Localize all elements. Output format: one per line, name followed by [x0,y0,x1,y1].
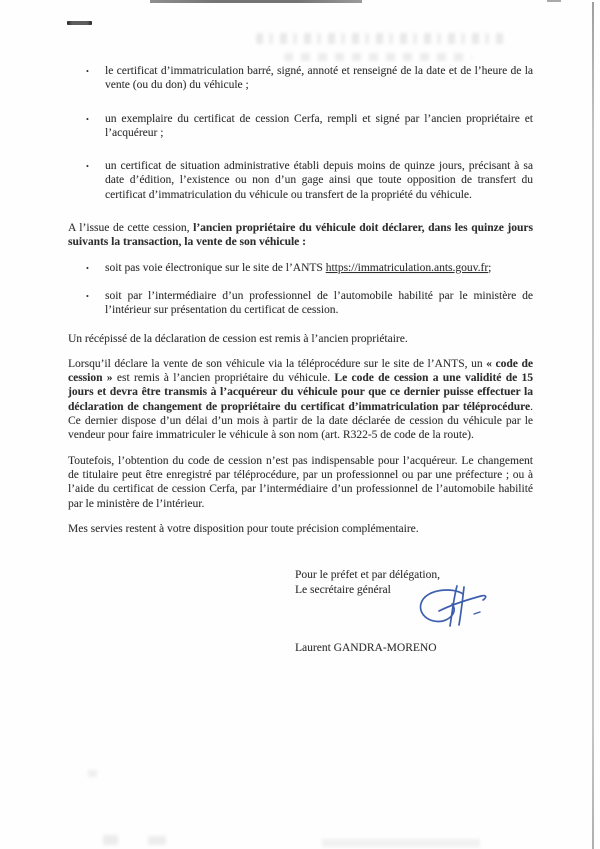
bullet-icon: • [86,67,89,76]
list-item-text: un certificat de situation administrative établi depuis moins de quinze jours, précisant à sa date d’édition, l’existence ou non d’un gage ainsi que toute opposition de transfert du certificat d’immatriculation du véhicule ou transfert de la propriété du véhicule. [105,160,533,201]
bullet-icon: • [86,291,89,301]
handwritten-signature [413,583,493,631]
scan-artifact-bleedthrough-2 [284,53,472,61]
declaration-options-list [68,261,533,318]
scan-artifact-bleedthrough-1 [256,33,504,44]
signature-line-title: Le secrétaire général [295,583,391,596]
list-item [68,289,533,318]
paragraph-text: . Ce dernier dispose d’un délai d’un mois à partir de la date déclarée de cession du véhicule par le vendeur pour faire immatriculer le véhicule à son nom (art. R322-5 de code de la route). [68,400,533,442]
scan-artifact-smudge [103,835,118,845]
list-item [68,159,533,202]
list-item [68,261,533,275]
paragraph-text-bold: « code de cession » [68,357,533,385]
scan-artifact-smudge [322,839,480,847]
list-item [68,64,533,93]
paragraph-declaration-intro [68,221,533,250]
list-item-text: le certificat d’immatriculation barré, signé, annoté et renseigné de la date et de l’heure de la vente (ou du don) du véhicule ; [105,65,533,92]
required-documents-list [68,64,533,202]
paragraph-text: est remis à l’ancien propriétaire du véhicule. [112,372,335,385]
paragraph-text: soit pas voie électronique sur le site de l’ANTS [105,261,326,274]
signatory-name: Laurent GANDRA-MORENO [295,641,437,654]
letter-body [68,64,533,655]
list-item [68,112,533,141]
paragraph-code-cession [68,357,533,443]
list-item-text [105,262,491,274]
paragraph-text: A l’issue de cette cession, [68,222,194,235]
paragraph-text-bold: Le code de cession a une validité de 15 jours et devra être transmis à l’acquéreur du véhicule pour que ce dernier puisse effectuer la déclaration de changement de propriétaire du certificat d’immatriculation par téléprocédure [68,372,534,413]
paragraph-text: Lorsqu’il déclare la vente de son véhicule via la téléprocédure sur le site de l’ANTS, un [68,357,487,370]
scan-artifact-top-strip-right [547,0,561,2]
scan-artifact-page-edge-line [592,2,594,849]
scan-artifact-top-strip [150,0,362,3]
bullet-icon: • [86,263,89,273]
ants-website-link[interactable]: https://immatriculation.ants.gouv.fr [325,261,489,274]
paragraph-disposition: Mes servies restent à votre disposition pour toute précision complémentaire. [68,522,419,535]
bullet-icon: • [86,114,89,124]
scan-artifact-smudge [148,836,166,845]
scan-artifact-left-dash [67,21,92,25]
paragraph-text-bold: l’ancien propriétaire du véhicule doit déclarer, dans les quinze jours suivants la transaction, la vente de son véhicule : [68,222,533,249]
scan-artifact-smudge [88,770,97,777]
paragraph-recepisse: Un récépissé de la déclaration de cession est remis à l’ancien propriétaire. [68,332,408,345]
paragraph-toutefois: Toutefois, l’obtention du code de cession n’est pas indispensable pour l’acquéreur. Le changement de titulaire peut être enregistré par téléprocédure, par un professionnel ou par une préfecture ; ou à l’aide du certificat de cession Cerfa, par l’intermédiaire d’un professionnel de l’automobile habilité par le ministère de l’intérieur. [68,454,533,510]
paragraph-text: ; [488,261,492,274]
signature-line-delegation: Pour le préfet et par délégation, [295,569,440,582]
list-item-text: soit par l’intermédiaire d’un professionnel de l’automobile habilité par le ministère de l’intérieur sur présentation du certificat de cession. [105,289,533,317]
bullet-icon: • [86,162,89,172]
list-item-text: un exemplaire du certificat de cession Cerfa, rempli et signé par l’ancien propriétaire et l’acquéreur ; [105,112,533,139]
